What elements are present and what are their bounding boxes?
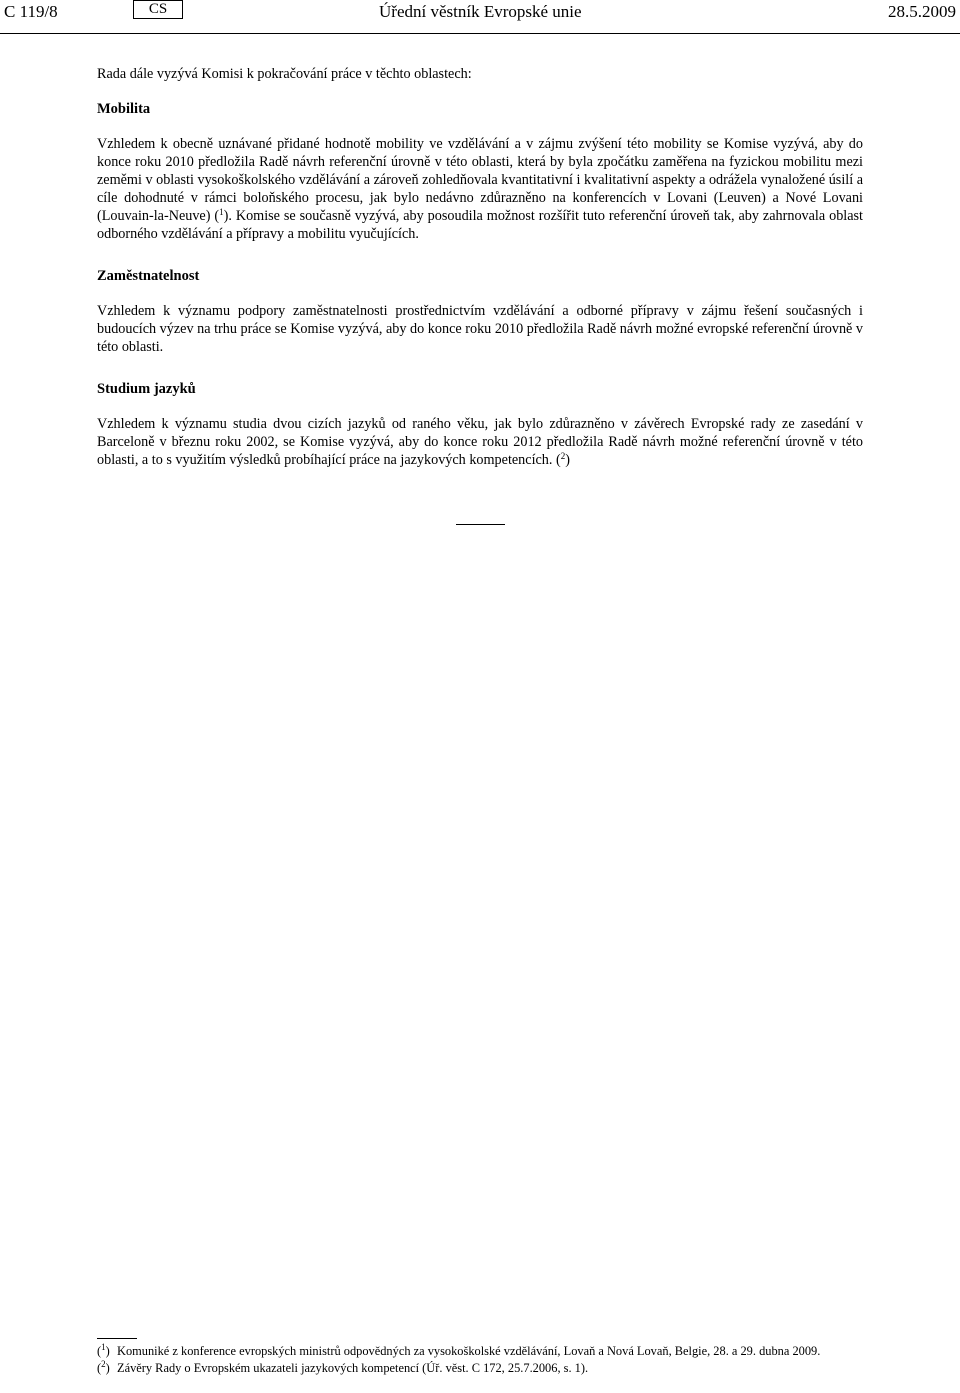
footnote-separator — [97, 1338, 137, 1339]
document-body — [97, 65, 863, 493]
end-of-text-rule — [456, 524, 505, 525]
language-badge: CS — [133, 0, 183, 19]
section-text-mobilita — [97, 135, 863, 243]
section-text-studium-jazyku — [97, 415, 863, 469]
section-text-zamestnatelnost: Vzhledem k významu podpory zaměstnatelnosti prostřednictvím vzdělávání a odborné přípravy v zájmu řešení současných i budoucích výzev na trhu práce se Komise vyzývá, aby do konce roku 2010 předložila Radě návrh možné evropské referenční úrovně v této oblasti. — [97, 303, 863, 355]
section-heading-zamestnatelnost: Zaměstnatelnost — [97, 268, 200, 284]
footnotes — [97, 1344, 863, 1378]
footnote-text: Komuniké z konference evropských ministrů odpovědných za vysokoškolské vzdělávání, Lovaň a Nová Lovaň, Belgie, 28. a 29. dubna 2009. — [117, 1344, 821, 1358]
section-heading-studium-jazyku: Studium jazyků — [97, 381, 196, 397]
footnote-2 — [97, 1361, 863, 1376]
journal-title: Úřední věstník Evropské unie — [379, 2, 582, 21]
footnote-number: ($^1$) — [97, 1342, 110, 1358]
page-header — [0, 0, 960, 34]
paragraph-text: Vzhledem k významu studia dvou cizích jazyků od raného věku, jak bylo zdůrazněno v závěrech Evropské rady ze zasedání v Barceloně v březnu roku 2002, se Komise vyzývá, aby do konce roku 2012 předložila Radě návrh možné referenční úrovně v této oblasti, a to s využitím výsledků probíhající práce na jazykových kompetencích. ( — [97, 416, 863, 468]
footnote-1 — [97, 1344, 863, 1359]
section-heading-mobilita: Mobilita — [97, 101, 151, 117]
footnote-number: ($^2$) — [97, 1359, 110, 1375]
paragraph-text: Vzhledem k obecně uznávané přidané hodnotě mobility ve vzdělávání a v zájmu zvýšení této mobility se Komise vyzývá, aby do konce roku 2010 předložila Radě návrh referenční úrovně v této oblasti, která by byla zpočátku zaměřena na fyzickou mobilitu mezi zeměmi v oblasti vysokoškolského vzdělávání a zároveň zohledňovala kvantitativní i kvalitativní aspekty a odrážela vynaložené úsilí a cíle dohodnuté v rámci boloňského procesu, jak bylo nedávno zdůrazněno na konferencích v Lovani (Leuven) a Nové Lovani (Louvain-la-Neuve) ( — [97, 136, 863, 224]
intro-paragraph: Rada dále vyzývá Komisi k pokračování práce v těchto oblastech: — [97, 66, 472, 82]
publication-date: 28.5.2009 — [888, 2, 956, 21]
footnote-text: Závěry Rady o Evropském ukazateli jazykových kompetencí (Úř. věst. C 172, 25.7.2006, s. 1). — [117, 1361, 589, 1375]
paragraph-text: ). Komise se současně vyzývá, aby posoudila možnost rozšířit tuto referenční úroveň tak, aby zahrnovala oblast odborného vzdělávání a přípravy a mobilitu vyučujících. — [97, 208, 863, 242]
footnote-reference[interactable]: 1 — [219, 207, 224, 217]
issue-number: C 119/8 — [4, 2, 58, 21]
footnote-reference[interactable]: 2 — [560, 451, 566, 461]
paragraph-text: ) — [565, 452, 570, 468]
